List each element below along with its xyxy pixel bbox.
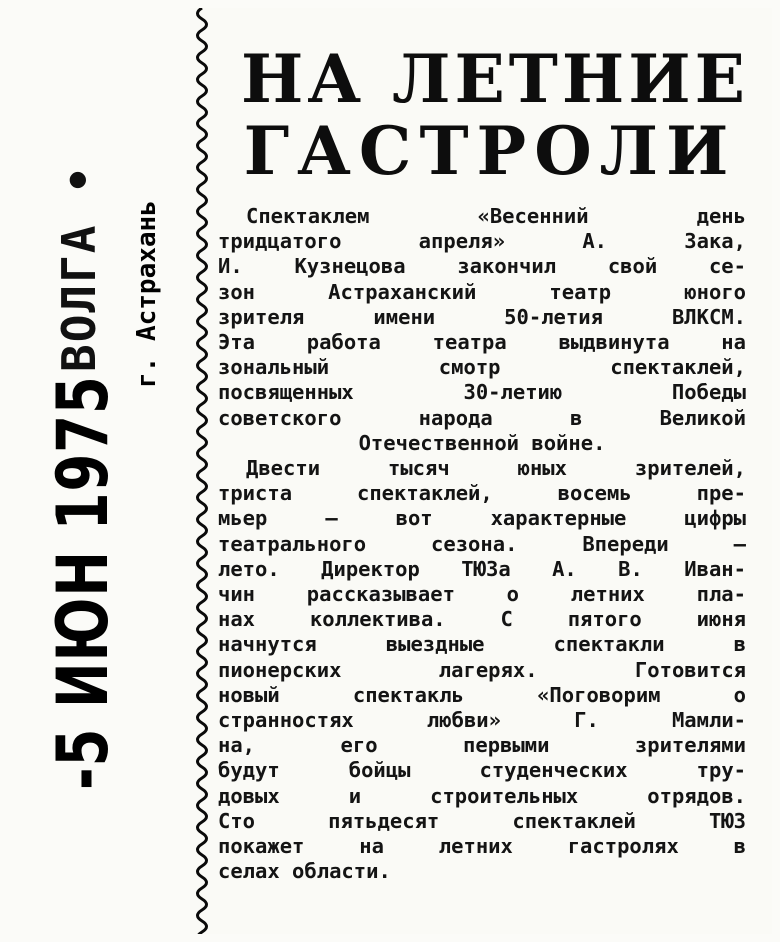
body-line: театрального сезона. Впереди — (218, 531, 746, 556)
body-line: чин рассказывает о летних пла- (218, 582, 746, 607)
body-line: лето. Директор ТЮЗа А. В. Иван- (218, 556, 746, 581)
body-line: Сто пятьдесят спектаклей ТЮЗ (218, 808, 746, 833)
body-line: будут бойцы студенческих тру- (218, 758, 746, 783)
body-line: новый спектакль «Поговорим о (218, 682, 746, 707)
stamp-city: г. Астрахань (132, 200, 162, 388)
body-line: зрителя имени 50-летия ВЛКСМ. (218, 304, 746, 329)
body-line: селах области. (218, 859, 391, 884)
body-line: покажет на летних гастролях в (218, 834, 746, 859)
stamp-date: -5 ИЮН 1975 (42, 375, 124, 790)
body-line: И. Кузнецова закончил свой се- (218, 254, 746, 279)
body-line: на, его первыми зрителями (218, 733, 746, 758)
body-line: посвященных 30-летию Победы (218, 380, 746, 405)
headline-line-1: НА ЛЕТНИЕ (241, 40, 749, 118)
stamp-newspaper-name: ВОЛГА • (52, 164, 106, 372)
body-line: зональный смотр спектаклей, (218, 355, 746, 380)
body-line: Спектаклем «Весенний день (246, 204, 746, 228)
body-line: мьер — вот характерные цифры (218, 506, 746, 531)
body-line: довых и строительных отрядов. (218, 783, 746, 808)
body-line: зон Астраханский театр юного (218, 279, 746, 304)
body-line: Отечественной войне. (358, 430, 606, 455)
article-body (218, 204, 746, 884)
body-line: нах коллектива. С пятого июня (218, 607, 746, 632)
body-line: пионерских лагерях. Готовится (218, 657, 746, 682)
body-line: триста спектаклей, восемь пре- (218, 481, 746, 506)
body-line: тридцатого апреля» А. Зака, (218, 229, 746, 254)
newspaper-clipping (190, 8, 772, 934)
body-line: начнутся выездные спектакли в (218, 632, 746, 657)
body-line: Эта работа театра выдвинута на (218, 330, 746, 355)
archive-stamp (0, 0, 200, 942)
headline-line-2: ГАСТРОЛИ (243, 112, 737, 190)
body-line: странностях любви» Г. Мамли- (218, 708, 746, 733)
body-line: Двести тысяч юных зрителей, (246, 456, 746, 481)
body-line: советского народа в Великой (218, 405, 746, 430)
article-headline (210, 40, 770, 190)
